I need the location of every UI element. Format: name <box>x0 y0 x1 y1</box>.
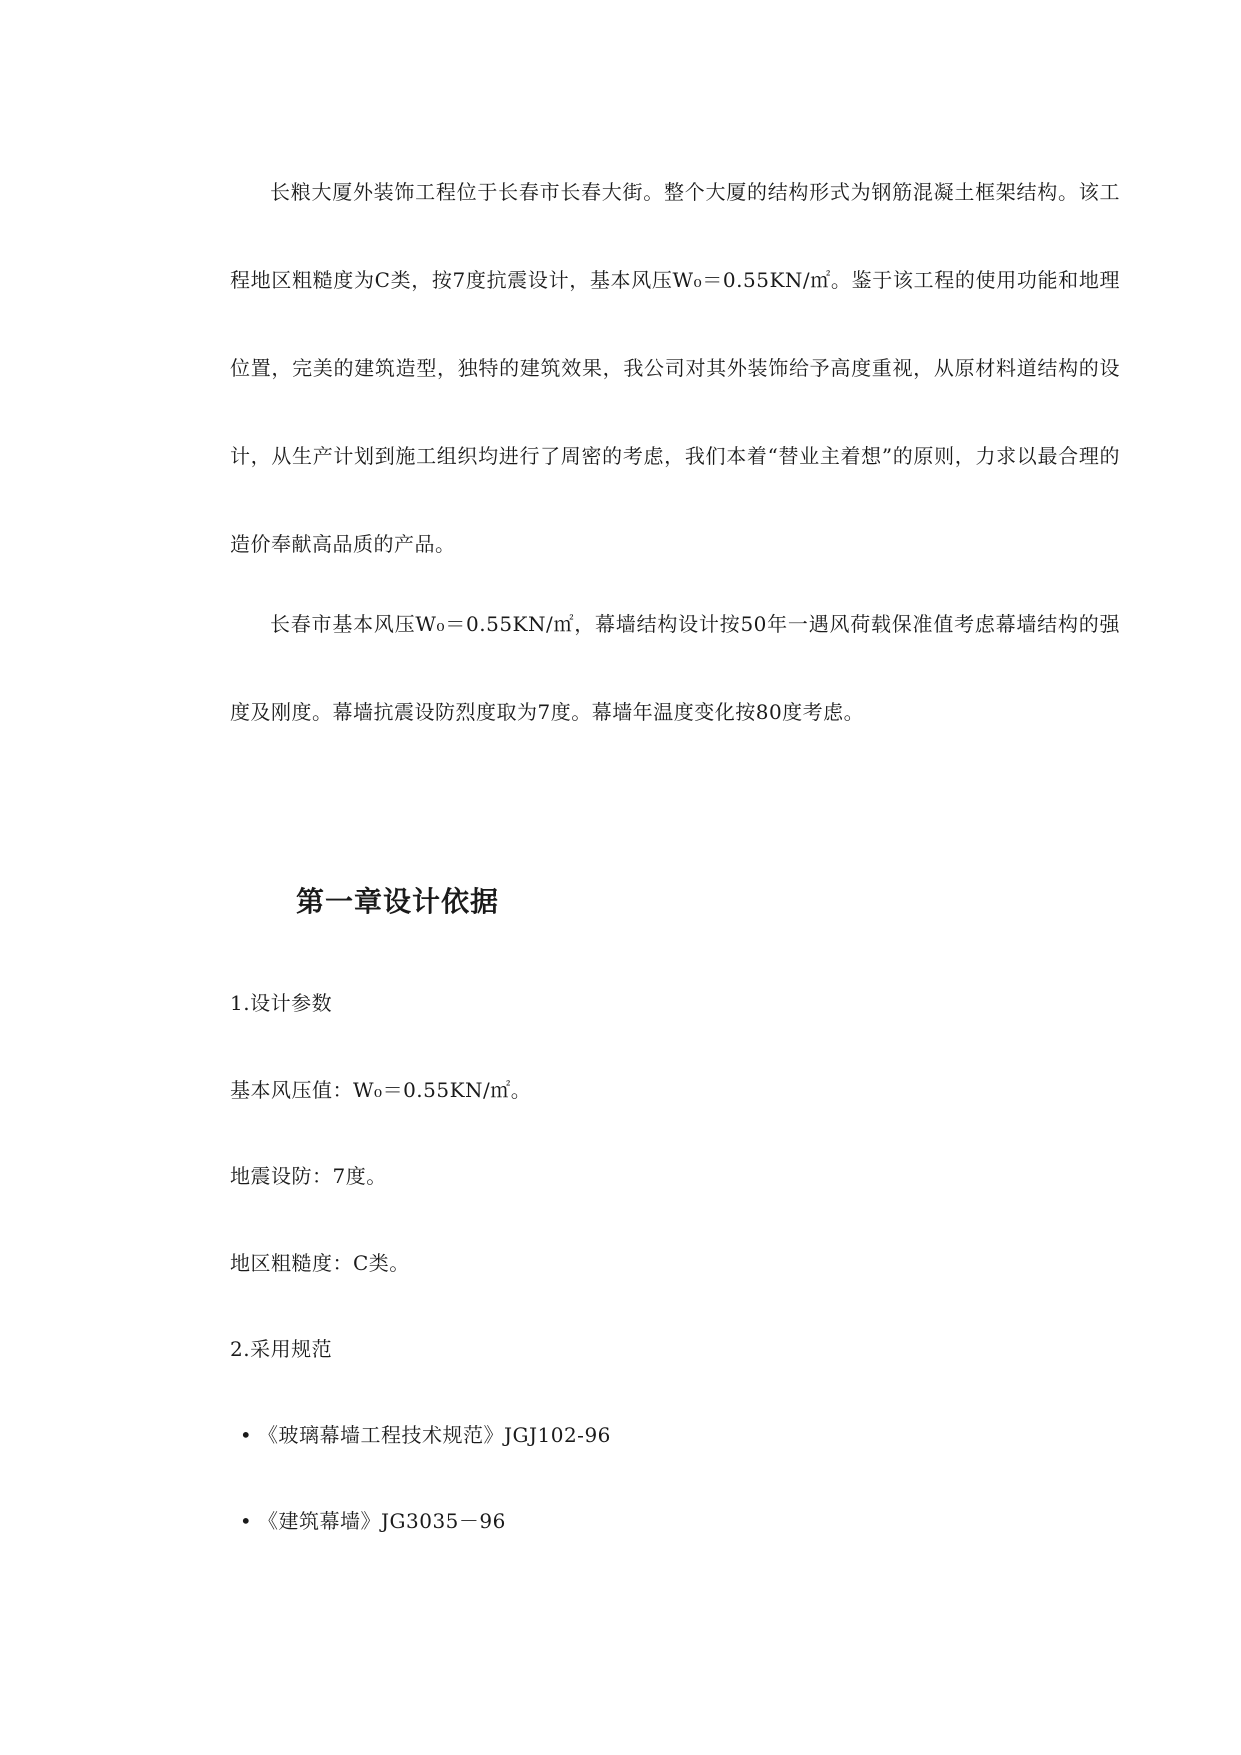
standard-text: 《建筑幕墙》JG3035－96 <box>258 1509 506 1533</box>
wind-pressure-line: 基本风压值：W₀＝0.55KN/㎡。 <box>230 1078 532 1102</box>
bullet-icon: • <box>239 1423 253 1447</box>
bullet-icon: • <box>239 1509 253 1533</box>
seismic-line: 地震设防：7度。 <box>230 1164 387 1188</box>
standard-item <box>230 1505 506 1534</box>
intro-paragraph: 长粮大厦外装饰工程位于长春市长春大街。整个大厦的结构形式为钢筋混凝土框架结构。该工程地区粗糙度为C类，按7度抗震设计，基本风压W₀＝0.55KN/㎡。鉴于该工程的使用功能和地理位置，完美的建筑造型，独特的建筑效果，我公司对其外装饰给予高度重视，从原材料道结构的设计，从生产计划到施工组织均进行了周密的考虑，我们本着“替业主着想”的原则，力求以最合理的造价奉献高品质的产品。 <box>230 180 1120 556</box>
roughness-line: 地区粗糙度：C类。 <box>230 1251 410 1275</box>
standard-item <box>230 1419 611 1448</box>
chapter-title: 第一章设计依据 <box>296 885 500 918</box>
section-design-params: 1.设计参数 <box>230 991 333 1015</box>
section-standards: 2.采用规范 <box>230 1337 333 1361</box>
design-paragraph: 长春市基本风压W₀＝0.55KN/㎡，幕墙结构设计按50年一遇风荷载保准值考虑幕墙结构的强度及刚度。幕墙抗震设防烈度取为7度。幕墙年温度变化按80度考虑。 <box>230 612 1120 724</box>
standard-text: 《玻璃幕墙工程技术规范》JGJ102-96 <box>258 1423 611 1447</box>
